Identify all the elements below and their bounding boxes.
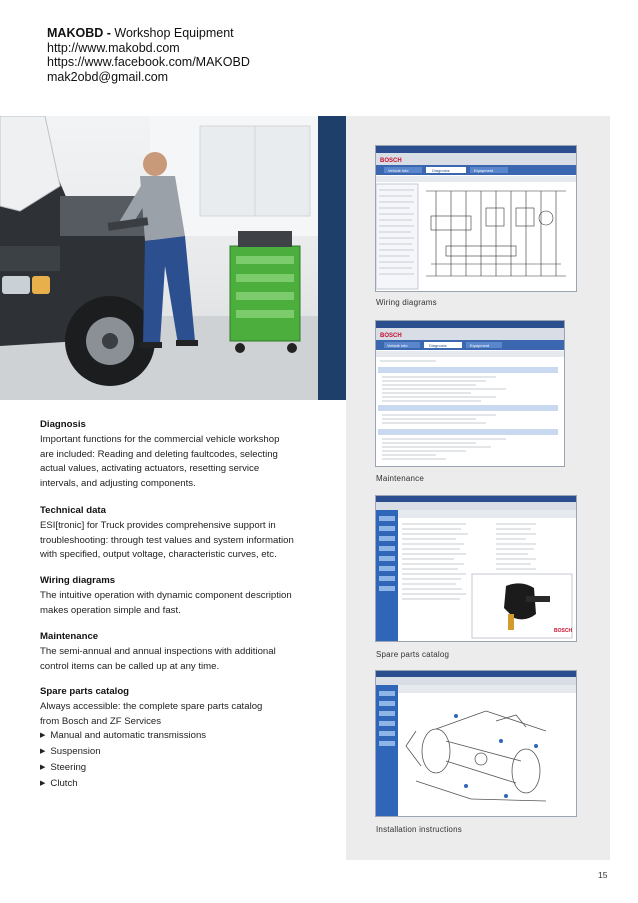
website-link[interactable]: http://www.makobd.com [47,40,180,55]
section-line: intervals, and adjusting components. [40,478,196,490]
bosch-logo-3: BOSCH [554,628,573,634]
truck-workshop-illustration [0,116,318,400]
section-title: Wiring diagrams [40,575,116,586]
tab-diagnosis-1: Diagnosis [432,168,450,173]
section-line: are included: Reading and deleting faultcodes, selecting [40,448,278,460]
section-title: Maintenance [40,631,99,642]
header [47,26,250,84]
tab-equipment-2: Equipment [470,343,490,348]
section-line: actual values, activating actuators, resetting service [40,463,260,475]
wiring-caption: Wiring diagrams [376,298,437,307]
section-wiring-diagrams [40,574,325,618]
spare-parts-list [40,729,325,792]
section-maintenance [40,630,325,674]
installation-caption: Installation instructions [376,825,462,834]
section-spare-parts [40,685,325,793]
section-diagnosis [40,418,325,492]
list-item: ▶ Steering [40,761,325,777]
bosch-logo-1: BOSCH [380,158,402,164]
section-line: ESI[tronic] for Truck provides comprehensive support in [40,519,276,531]
section-title: Technical data [40,505,106,516]
maintenance-screenshot [375,320,565,467]
email-link[interactable]: mak2obd@gmail.com [47,69,169,84]
section-line: from Bosch and ZF Services [40,715,162,727]
list-item: ▶ Manual and automatic transmissions [40,729,325,745]
section-line: with specified, output voltage, characteristic curves, etc. [40,549,277,561]
section-title: Spare parts catalog [40,686,130,697]
blue-accent-band [318,116,346,400]
section-line: Important functions for the commercial vehicle workshop [40,433,280,445]
section-line: troubleshooting: through test values and system information [40,534,294,546]
section-line: makes operation simple and fast. [40,604,181,616]
section-line: The semi-annual and annual inspections with additional [40,645,276,657]
section-technical-data [40,504,325,563]
section-line: The intuitive operation with dynamic component description [40,589,292,601]
facebook-link[interactable]: https://www.facebook.com/MAKOBD [47,55,250,69]
list-item: ▶ Suspension [40,745,325,761]
bosch-logo-2: BOSCH [380,333,402,339]
spare-parts-caption: Spare parts catalog [376,650,450,659]
spare-parts-screenshot [375,495,577,642]
list-item: ▶ Clutch [40,777,325,793]
installation-screenshot [375,670,577,817]
hero-photo [0,116,318,400]
brand-name: MAKOBD - [47,26,111,40]
section-line: control items can be called up at any time. [40,660,220,672]
section-title: Diagnosis [40,419,86,430]
maintenance-caption: Maintenance [376,474,425,483]
page-number: 15 [598,870,608,880]
tab-vehicle-info-2: Vehicle info [387,343,408,348]
section-line: Always accessible: the complete spare parts catalog [40,700,263,712]
tab-vehicle-info-1: Vehicle info [388,168,409,173]
tab-diagnosis-2: Diagnosis [429,343,447,348]
wiring-diagram-screenshot [375,145,577,292]
tab-equipment-1: Equipment [474,168,494,173]
brand-suffix: Workshop Equipment [114,26,234,40]
